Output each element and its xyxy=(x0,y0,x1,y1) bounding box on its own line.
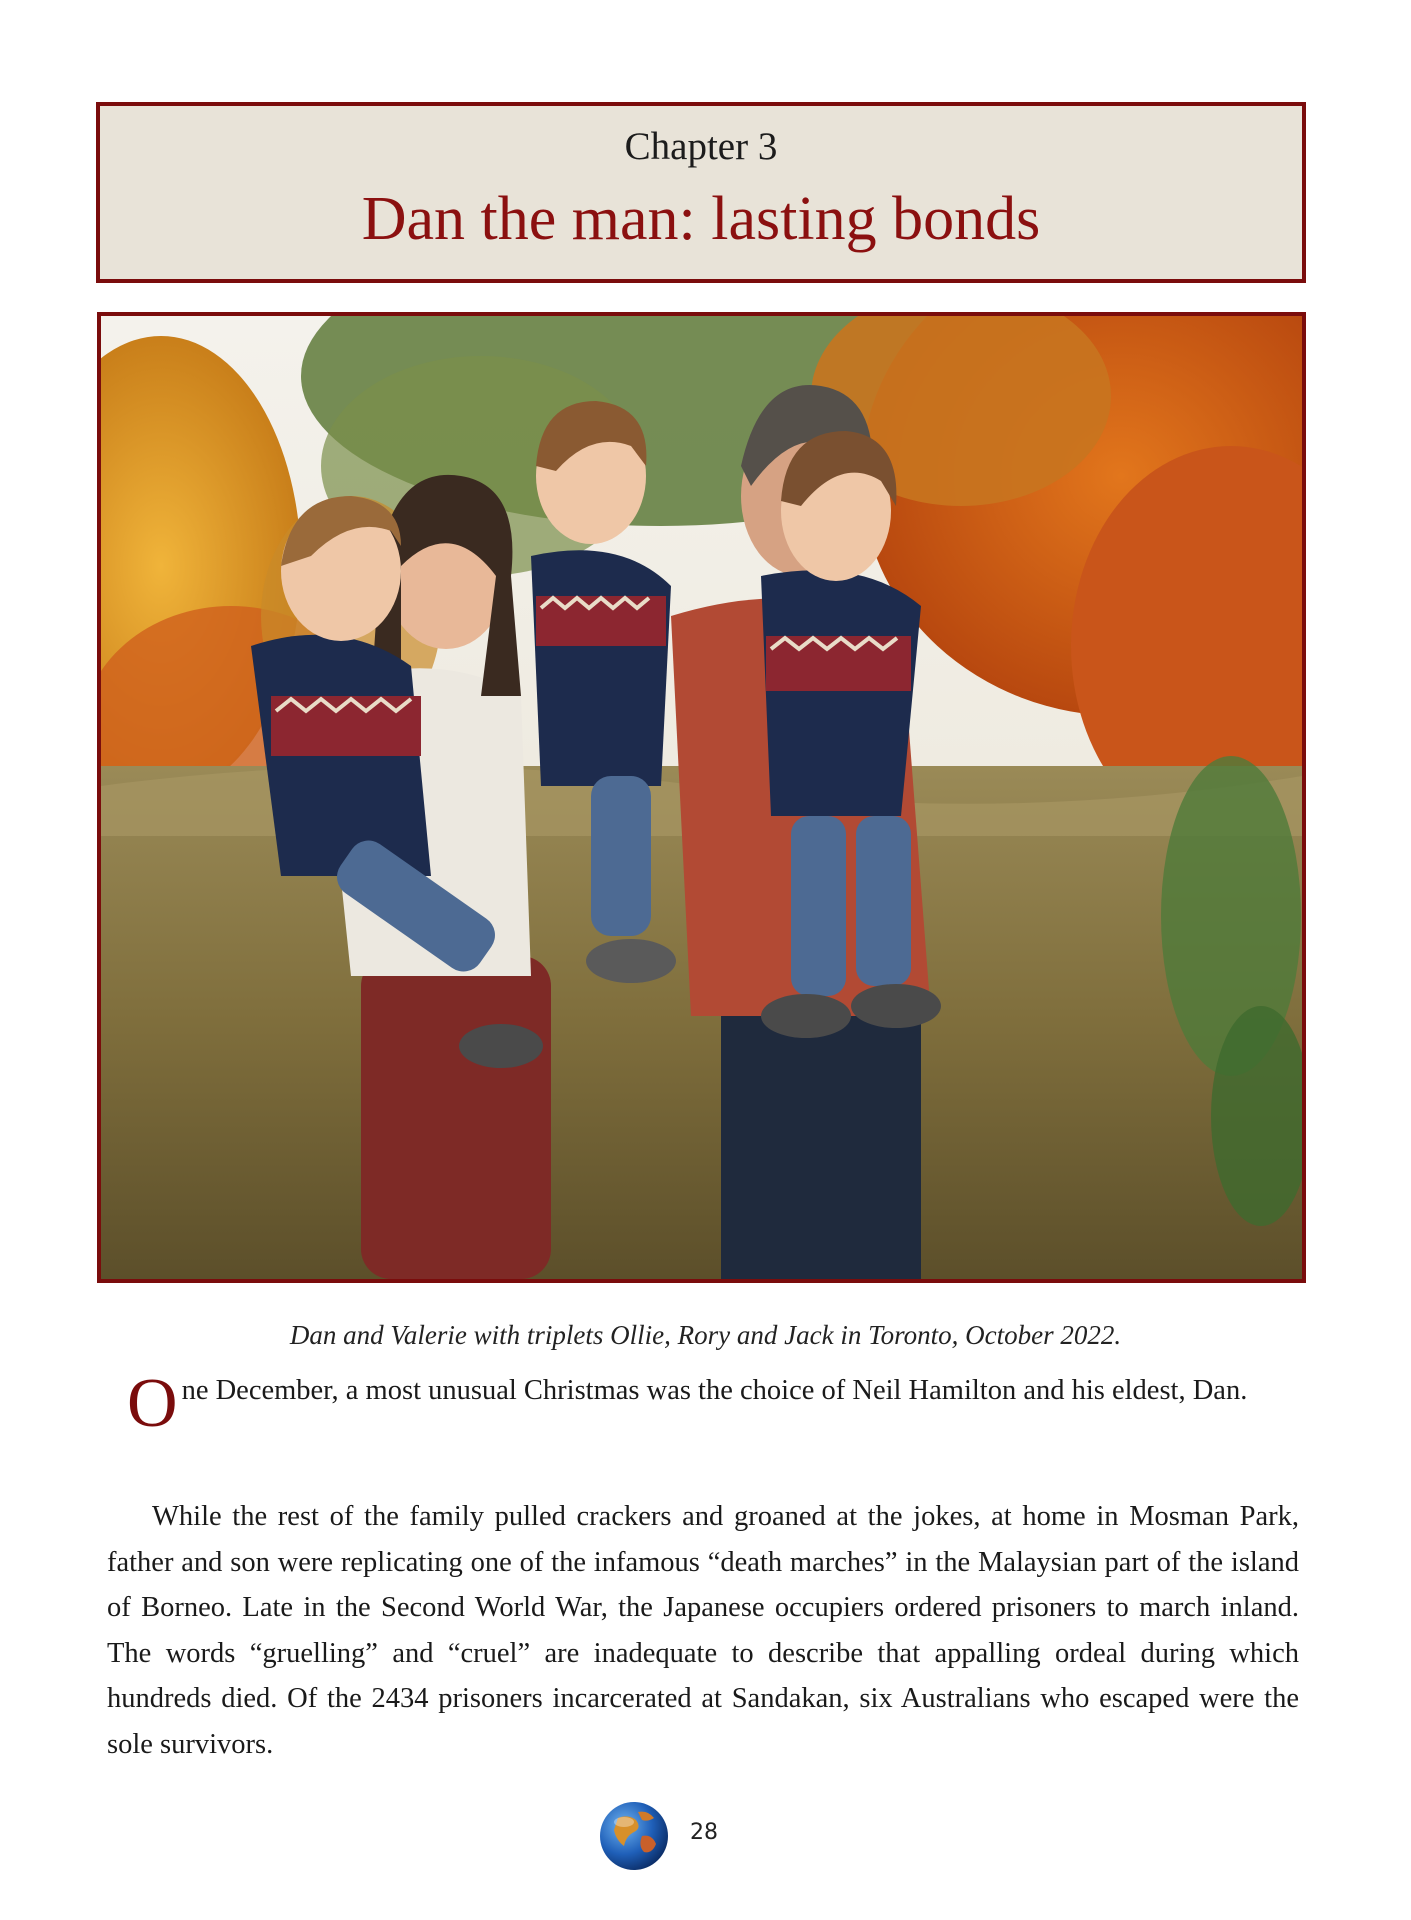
paragraph-1-text: ne December, a most unusual Christmas was the choice of Neil Hamilton and his eldest, Dan. xyxy=(181,1375,1248,1406)
family-photo xyxy=(97,312,1306,1283)
chapter-title: Dan the man: lasting bonds xyxy=(361,185,1041,253)
chapter-label: Chapter 3 xyxy=(624,125,778,168)
family-photo-illustration xyxy=(101,316,1302,1279)
chapter-header xyxy=(96,102,1306,283)
photo-caption: Dan and Valerie with triplets Ollie, Rory and Jack in Toronto, October 2022. xyxy=(289,1320,1122,1350)
paragraph-1 xyxy=(107,1365,1299,1442)
paragraph-2: While the rest of the family pulled crackers and groaned at the jokes, at home in Mosman Park, father and son were replicating one of the infamous “death marches” in the Malaysian part of the island of Borneo. Late in the Second World War, the Japanese occupiers ordered prisoners to march inland. The words “gruelling” and “cruel” are inadequate to describe that appalling ordeal during which hundreds died. Of the 2434 prisoners incarcerated at Sandakan, six Australians who escaped were the sole survivors. xyxy=(107,1501,1299,1760)
globe-icon xyxy=(598,1800,670,1872)
page-number: 28 xyxy=(690,1820,718,1845)
drop-cap: O xyxy=(127,1365,178,1442)
